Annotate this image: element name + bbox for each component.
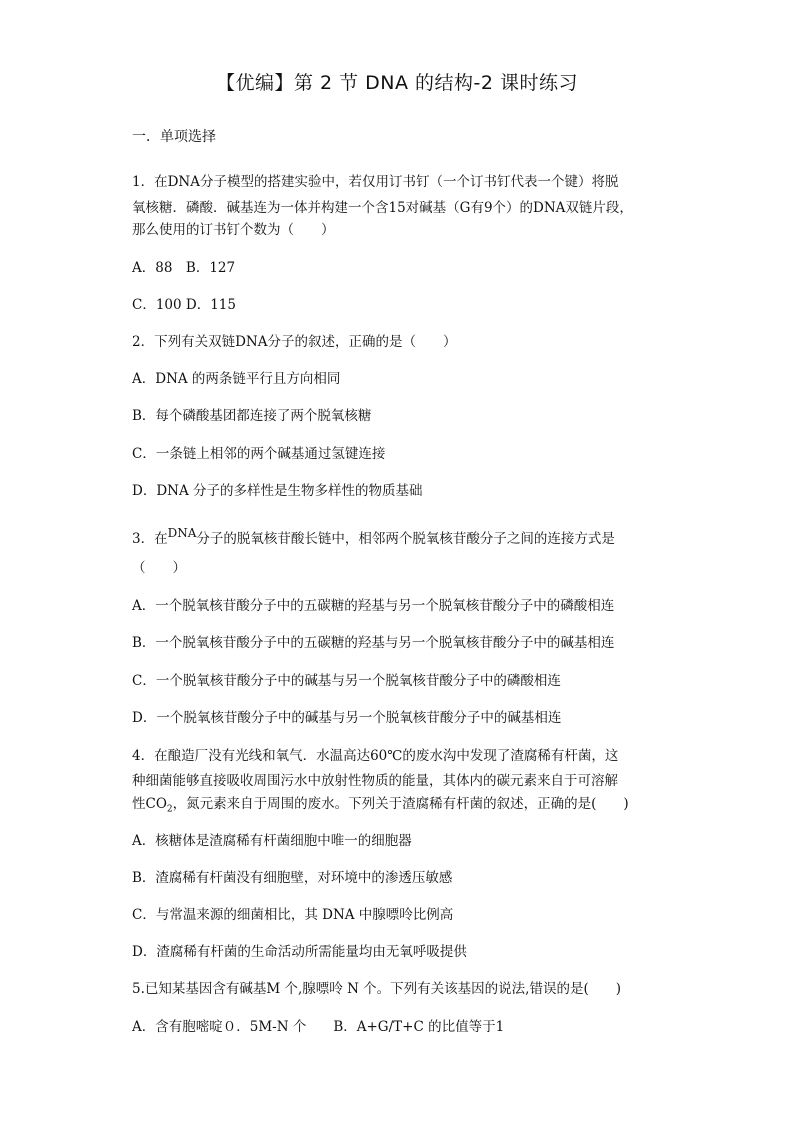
q1-stem-line-1: 1．在DNA分子模型的搭建实验中，若仅用订书钉（一个订书钉代表一个键）将脱 [132, 174, 619, 190]
q4-stem-line-3 [132, 794, 672, 820]
q4-stem-line-3-start: 性CO [132, 796, 167, 812]
q2-stem: 2．下列有关双链DNA分子的叙述，正确的是（ ） [132, 334, 457, 350]
section-heading: 一．单项选择 [132, 129, 216, 145]
q5-stem: 5.已知某基因含有碱基M 个,腺嘌呤 N 个。下列有关该基因的说法,错误的是( ) [132, 981, 622, 997]
q4-stem-line-2: 种细菌能够直接吸收周围污水中放射性物质的能量，其体内的碳元素来自于可溶解 [132, 773, 618, 789]
q3-option-c: C．一个脱氧核苷酸分子中的碱基与另一个脱氧核苷酸分子中的磷酸相连 [132, 673, 561, 689]
q1-option-ab: A．88 B．127 [132, 260, 236, 276]
q3-stem-line-2: （ ） [132, 560, 186, 576]
q2-option-c: C．一条链上相邻的两个碱基通过氢键连接 [132, 446, 386, 462]
q2-option-d: D．DNA 分子的多样性是生物多样性的物质基础 [132, 483, 423, 499]
q3-stem-prefix: 3．在 [132, 531, 168, 547]
q3-option-a: A．一个脱氧核苷酸分子中的五碳糖的羟基与另一个脱氧核苷酸分子中的磷酸相连 [132, 598, 615, 614]
q3-option-b: B．一个脱氧核苷酸分子中的五碳糖的羟基与另一个脱氧核苷酸分子中的碱基相连 [132, 635, 615, 651]
q3-stem-dna: DNA [167, 526, 197, 540]
q4-option-a: A．核糖体是渣腐稀有杆菌细胞中唯一的细胞器 [132, 833, 412, 849]
q1-option-cd: C．100 D．115 [132, 297, 236, 313]
q2-option-a: A．DNA 的两条链平行且方向相同 [132, 371, 341, 387]
q4-stem-line-1: 4．在酿造厂没有光线和氧气．水温高达60℃的废水沟中发现了渣腐稀有杆菌，这 [132, 748, 619, 764]
q4-stem-line-3-end: ，氮元素来自于周围的废水。下列关于渣腐稀有杆菌的叙述，正确的是( ) [172, 796, 629, 812]
q1-stem-line-3: 那么使用的订书钉个数为（ ） [132, 222, 335, 238]
q4-option-d: D．渣腐稀有杆菌的生命活动所需能量均由无氧呼吸提供 [132, 944, 467, 960]
q3-option-d: D．一个脱氧核苷酸分子中的碱基与另一个脱氧核苷酸分子中的碱基相连 [132, 710, 562, 726]
q3-stem-line-1 [132, 526, 672, 549]
q5-option-ab: A．含有胞嘧啶０．5M-N 个 B．A+G/T+C 的比值等于1 [132, 1019, 505, 1035]
q4-option-b: B．渣腐稀有杆菌没有细胞壁，对环境中的渗透压敏感 [132, 870, 453, 886]
q3-stem-suffix: 分子的脱氧核苷酸长链中，相邻两个脱氧核苷酸分子之间的连接方式是 [196, 531, 615, 547]
document-title: 【优编】第 2 节 DNA 的结构-2 课时练习 [215, 72, 579, 94]
q2-option-b: B．每个磷酸基团都连接了两个脱氧核糖 [132, 408, 372, 424]
q4-co2-subscript: 2 [166, 804, 173, 815]
q4-option-c: C．与常温来源的细菌相比，其 DNA 中腺嘌呤比例高 [132, 907, 454, 923]
q1-stem-line-2: 氧核糖．磷酸．碱基连为一体并构建一个含15对碱基（G有9个）的DNA双链片段， [132, 200, 633, 216]
